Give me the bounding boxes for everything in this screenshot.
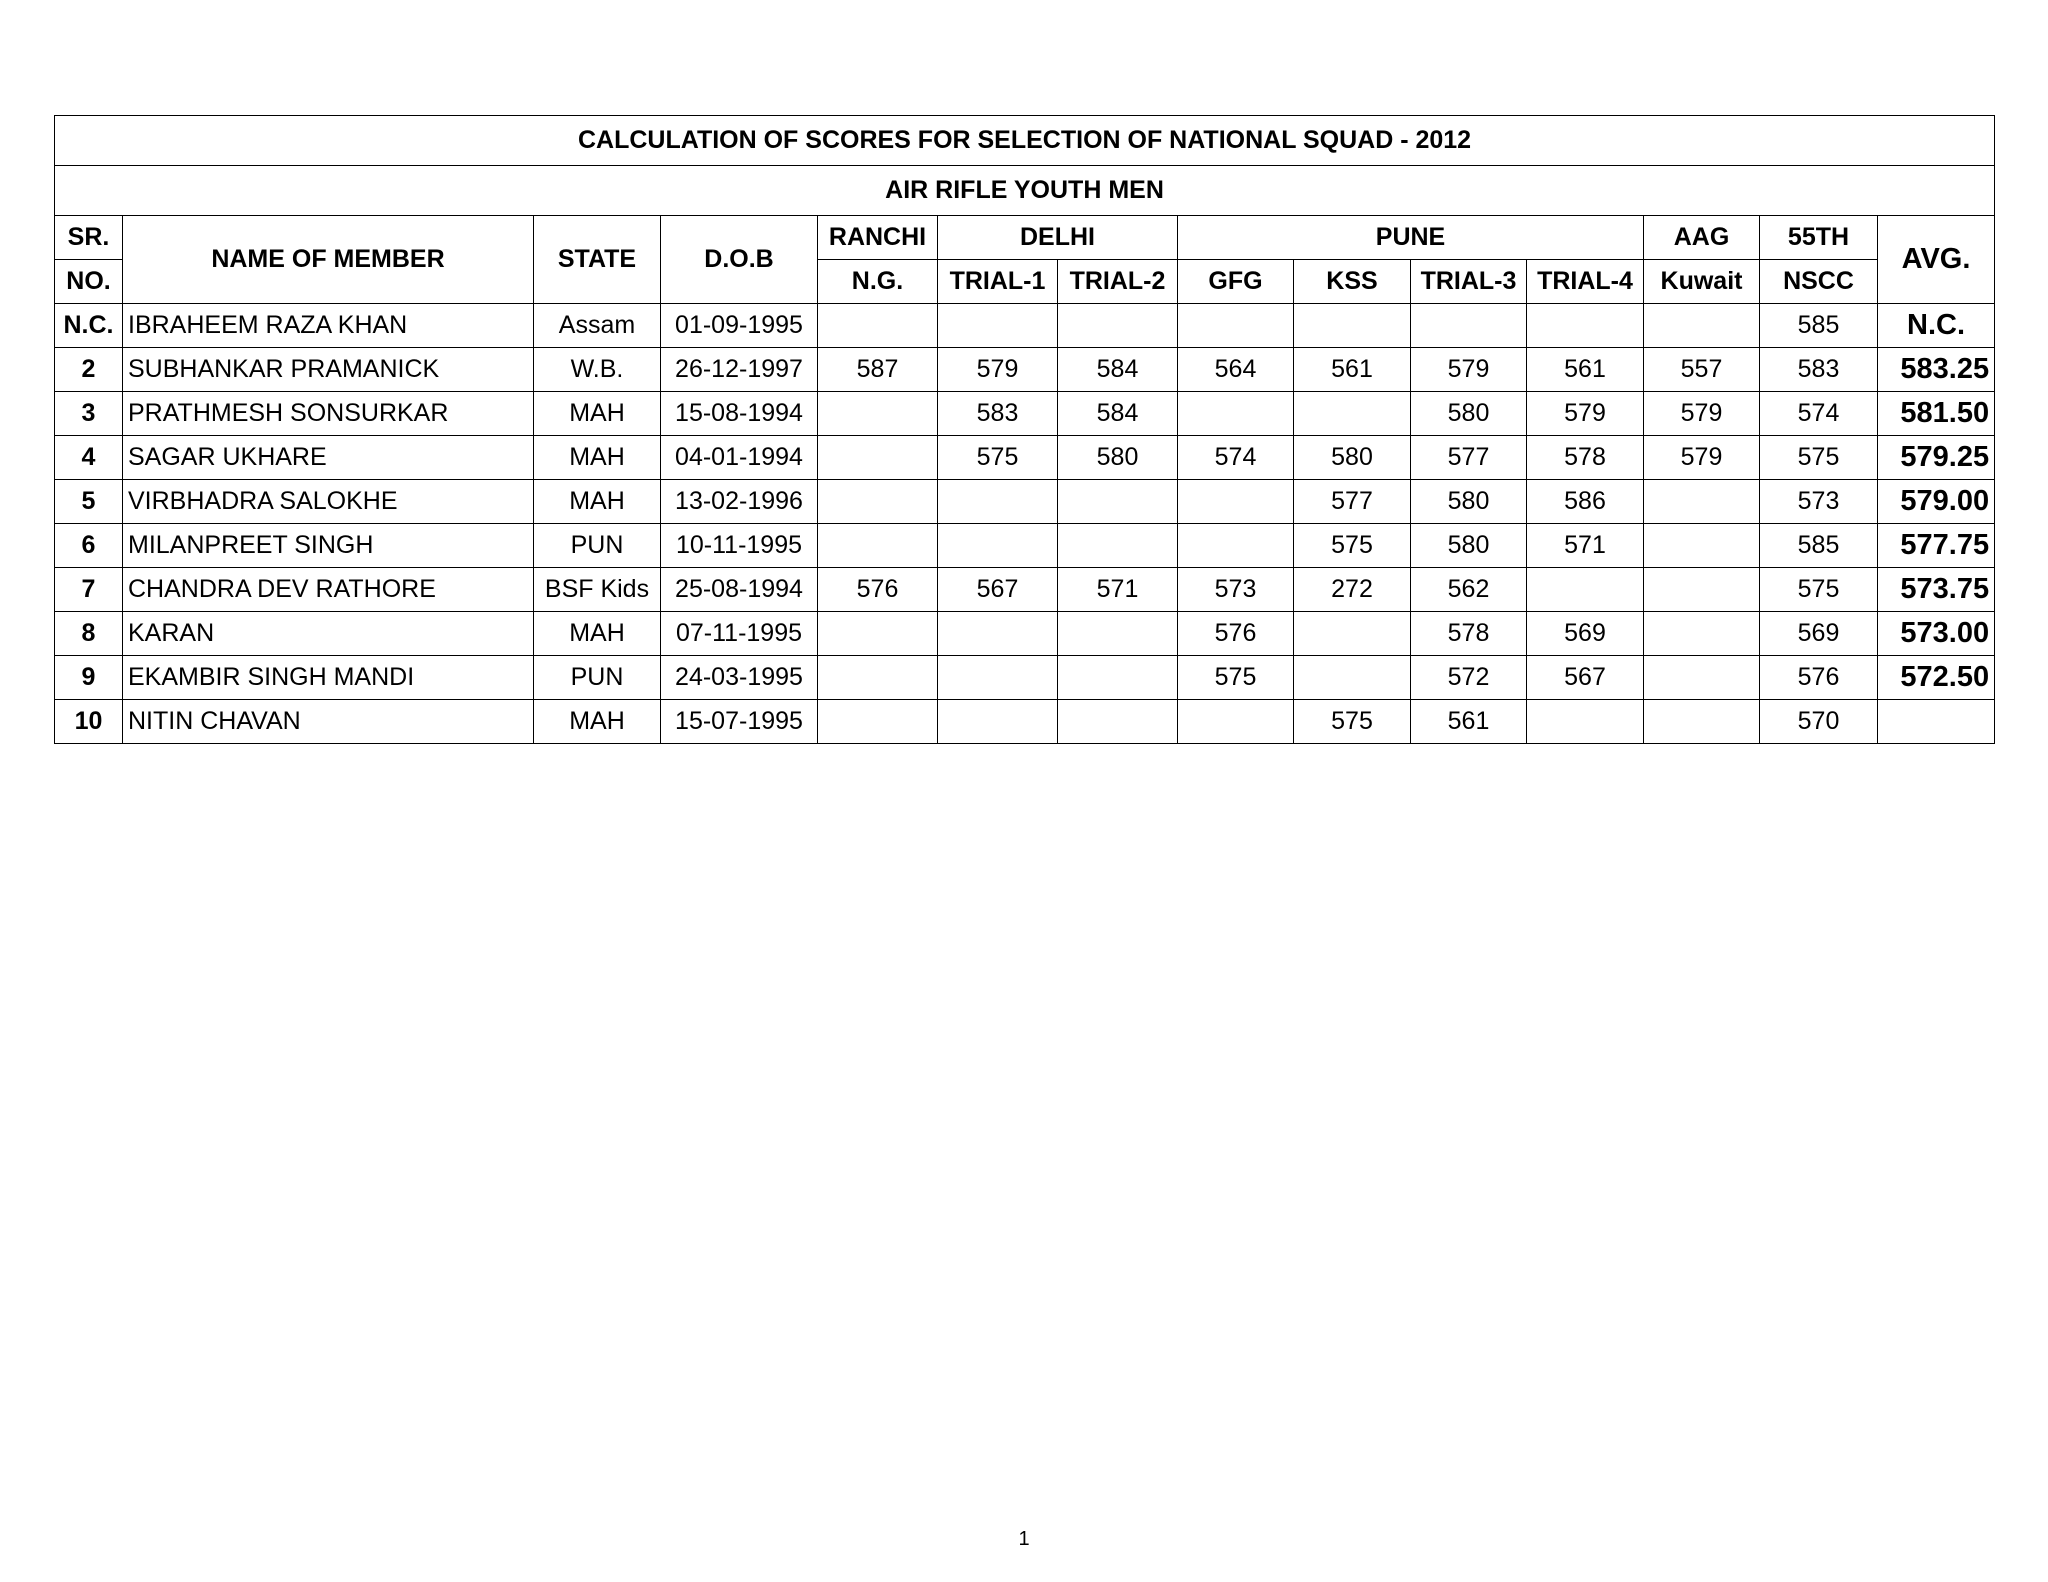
cell-name: NITIN CHAVAN: [123, 700, 534, 744]
cell-trial2: [1058, 656, 1178, 700]
cell-ng: 576: [818, 568, 938, 612]
cell-trial1: [938, 656, 1058, 700]
table-row: [55, 612, 1995, 656]
cell-trial1: [938, 524, 1058, 568]
cell-kss: 580: [1294, 436, 1411, 480]
header-name: NAME OF MEMBER: [123, 216, 534, 304]
cell-avg: 579.25: [1878, 436, 1995, 480]
cell-gfg: [1178, 524, 1294, 568]
cell-kuwait: [1644, 700, 1760, 744]
cell-avg: 572.50: [1878, 656, 1995, 700]
cell-sr: N.C.: [55, 304, 123, 348]
cell-nscc: 569: [1760, 612, 1878, 656]
cell-kuwait: [1644, 480, 1760, 524]
cell-name: SUBHANKAR PRAMANICK: [123, 348, 534, 392]
cell-nscc: 585: [1760, 524, 1878, 568]
cell-trial2: 580: [1058, 436, 1178, 480]
cell-dob: 01-09-1995: [661, 304, 818, 348]
cell-trial3: 577: [1411, 436, 1527, 480]
cell-nscc: 585: [1760, 304, 1878, 348]
cell-sr: 7: [55, 568, 123, 612]
header-avg: AVG.: [1878, 216, 1995, 304]
cell-trial1: 575: [938, 436, 1058, 480]
cell-trial2: 584: [1058, 348, 1178, 392]
cell-nscc: 573: [1760, 480, 1878, 524]
table-row: [55, 568, 1995, 612]
cell-sr: 5: [55, 480, 123, 524]
cell-ng: [818, 480, 938, 524]
cell-kss: [1294, 392, 1411, 436]
cell-sr: 8: [55, 612, 123, 656]
document-subtitle: AIR RIFLE YOUTH MEN: [55, 166, 1995, 216]
scores-table: [54, 115, 1995, 744]
cell-kss: 575: [1294, 524, 1411, 568]
header-event-trial3: TRIAL-3: [1411, 260, 1527, 304]
cell-gfg: 575: [1178, 656, 1294, 700]
cell-sr: 2: [55, 348, 123, 392]
cell-trial1: [938, 700, 1058, 744]
page-number: 1: [1018, 1528, 1030, 1550]
cell-nscc: 575: [1760, 436, 1878, 480]
cell-kss: 561: [1294, 348, 1411, 392]
cell-sr: 6: [55, 524, 123, 568]
cell-trial4: 579: [1527, 392, 1644, 436]
cell-avg: N.C.: [1878, 304, 1995, 348]
cell-trial3: 578: [1411, 612, 1527, 656]
cell-nscc: 583: [1760, 348, 1878, 392]
cell-trial3: 572: [1411, 656, 1527, 700]
cell-name: SAGAR UKHARE: [123, 436, 534, 480]
cell-avg: [1878, 700, 1995, 744]
cell-trial2: 571: [1058, 568, 1178, 612]
cell-dob: 13-02-1996: [661, 480, 818, 524]
cell-kuwait: 579: [1644, 436, 1760, 480]
cell-kss: [1294, 656, 1411, 700]
cell-trial4: 569: [1527, 612, 1644, 656]
table-row: [55, 700, 1995, 744]
table-row: [55, 436, 1995, 480]
header-event-kuwait: Kuwait: [1644, 260, 1760, 304]
cell-gfg: 574: [1178, 436, 1294, 480]
cell-name: KARAN: [123, 612, 534, 656]
cell-state: Assam: [534, 304, 661, 348]
table-row: [55, 392, 1995, 436]
table-row: [55, 656, 1995, 700]
header-event-trial2: TRIAL-2: [1058, 260, 1178, 304]
cell-gfg: [1178, 304, 1294, 348]
cell-dob: 26-12-1997: [661, 348, 818, 392]
cell-trial4: 571: [1527, 524, 1644, 568]
cell-nscc: 575: [1760, 568, 1878, 612]
cell-trial4: [1527, 700, 1644, 744]
cell-nscc: 574: [1760, 392, 1878, 436]
table-row: [55, 348, 1995, 392]
cell-gfg: [1178, 480, 1294, 524]
cell-state: MAH: [534, 480, 661, 524]
cell-ng: [818, 436, 938, 480]
cell-state: W.B.: [534, 348, 661, 392]
cell-name: PRATHMESH SONSURKAR: [123, 392, 534, 436]
header-group-delhi: DELHI: [938, 216, 1178, 260]
header-event-trial1: TRIAL-1: [938, 260, 1058, 304]
cell-avg: 573.00: [1878, 612, 1995, 656]
cell-gfg: [1178, 700, 1294, 744]
cell-trial2: [1058, 700, 1178, 744]
cell-trial3: 579: [1411, 348, 1527, 392]
header-sr: SR.: [55, 216, 123, 260]
cell-trial1: [938, 612, 1058, 656]
cell-dob: 15-07-1995: [661, 700, 818, 744]
cell-name: MILANPREET SINGH: [123, 524, 534, 568]
cell-sr: 3: [55, 392, 123, 436]
cell-trial4: [1527, 304, 1644, 348]
cell-kss: 575: [1294, 700, 1411, 744]
table-row: [55, 304, 1995, 348]
cell-trial4: 578: [1527, 436, 1644, 480]
cell-ng: [818, 304, 938, 348]
cell-gfg: 573: [1178, 568, 1294, 612]
header-state: STATE: [534, 216, 661, 304]
cell-state: MAH: [534, 436, 661, 480]
cell-trial3: 580: [1411, 480, 1527, 524]
cell-trial1: [938, 480, 1058, 524]
header-event-nscc: NSCC: [1760, 260, 1878, 304]
table-row: [55, 524, 1995, 568]
cell-ng: [818, 700, 938, 744]
cell-name: IBRAHEEM RAZA KHAN: [123, 304, 534, 348]
cell-gfg: 564: [1178, 348, 1294, 392]
cell-name: EKAMBIR SINGH MANDI: [123, 656, 534, 700]
cell-sr: 9: [55, 656, 123, 700]
cell-trial1: [938, 304, 1058, 348]
cell-trial3: [1411, 304, 1527, 348]
cell-kuwait: 579: [1644, 392, 1760, 436]
cell-trial2: [1058, 612, 1178, 656]
cell-dob: 15-08-1994: [661, 392, 818, 436]
cell-trial1: 567: [938, 568, 1058, 612]
cell-kuwait: [1644, 304, 1760, 348]
cell-dob: 24-03-1995: [661, 656, 818, 700]
cell-trial4: 561: [1527, 348, 1644, 392]
cell-trial3: 580: [1411, 392, 1527, 436]
cell-kss: [1294, 304, 1411, 348]
header-group-ranchi: RANCHI: [818, 216, 938, 260]
header-group-pune: PUNE: [1178, 216, 1644, 260]
cell-trial1: 583: [938, 392, 1058, 436]
cell-trial2: 584: [1058, 392, 1178, 436]
cell-trial4: 567: [1527, 656, 1644, 700]
cell-avg: 577.75: [1878, 524, 1995, 568]
cell-trial2: [1058, 480, 1178, 524]
cell-trial3: 561: [1411, 700, 1527, 744]
cell-trial4: 586: [1527, 480, 1644, 524]
cell-trial3: 580: [1411, 524, 1527, 568]
cell-kuwait: [1644, 612, 1760, 656]
header-event-kss: KSS: [1294, 260, 1411, 304]
cell-trial4: [1527, 568, 1644, 612]
table-row: [55, 480, 1995, 524]
header-dob: D.O.B: [661, 216, 818, 304]
cell-avg: 573.75: [1878, 568, 1995, 612]
header-group-nscc: 55TH: [1760, 216, 1878, 260]
cell-state: PUN: [534, 656, 661, 700]
cell-dob: 04-01-1994: [661, 436, 818, 480]
cell-ng: 587: [818, 348, 938, 392]
cell-avg: 583.25: [1878, 348, 1995, 392]
cell-kss: 272: [1294, 568, 1411, 612]
cell-name: CHANDRA DEV RATHORE: [123, 568, 534, 612]
cell-ng: [818, 656, 938, 700]
cell-kss: [1294, 612, 1411, 656]
cell-kuwait: [1644, 656, 1760, 700]
cell-gfg: 576: [1178, 612, 1294, 656]
cell-state: BSF Kids: [534, 568, 661, 612]
header-no: NO.: [55, 260, 123, 304]
cell-kuwait: [1644, 524, 1760, 568]
header-event-ng: N.G.: [818, 260, 938, 304]
cell-kuwait: 557: [1644, 348, 1760, 392]
cell-state: MAH: [534, 392, 661, 436]
cell-sr: 10: [55, 700, 123, 744]
header-event-trial4: TRIAL-4: [1527, 260, 1644, 304]
cell-ng: [818, 392, 938, 436]
cell-trial2: [1058, 524, 1178, 568]
cell-dob: 10-11-1995: [661, 524, 818, 568]
cell-trial3: 562: [1411, 568, 1527, 612]
cell-nscc: 576: [1760, 656, 1878, 700]
cell-nscc: 570: [1760, 700, 1878, 744]
cell-trial2: [1058, 304, 1178, 348]
cell-dob: 07-11-1995: [661, 612, 818, 656]
cell-ng: [818, 612, 938, 656]
cell-state: PUN: [534, 524, 661, 568]
cell-state: MAH: [534, 612, 661, 656]
cell-gfg: [1178, 392, 1294, 436]
cell-trial1: 579: [938, 348, 1058, 392]
cell-avg: 581.50: [1878, 392, 1995, 436]
cell-state: MAH: [534, 700, 661, 744]
cell-kss: 577: [1294, 480, 1411, 524]
document-title: CALCULATION OF SCORES FOR SELECTION OF NATIONAL SQUAD - 2012: [55, 116, 1995, 166]
cell-name: VIRBHADRA SALOKHE: [123, 480, 534, 524]
cell-sr: 4: [55, 436, 123, 480]
cell-ng: [818, 524, 938, 568]
header-group-aag: AAG: [1644, 216, 1760, 260]
cell-dob: 25-08-1994: [661, 568, 818, 612]
header-event-gfg: GFG: [1178, 260, 1294, 304]
cell-avg: 579.00: [1878, 480, 1995, 524]
cell-kuwait: [1644, 568, 1760, 612]
